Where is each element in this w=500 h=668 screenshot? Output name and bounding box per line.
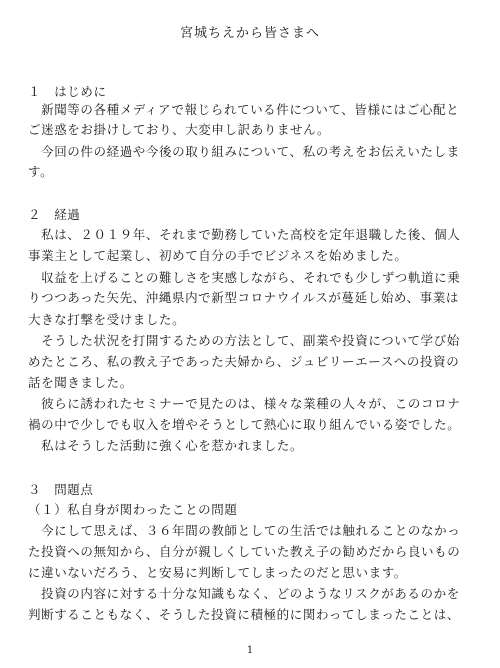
paragraph-line: ご迷惑をお掛けしており、大変申し訳ありません。 bbox=[28, 122, 331, 137]
paragraph-line: 禍の中で少しでも収入を増やそうとして熱心に取り組んでいる姿でした。 bbox=[28, 417, 461, 432]
section-heading: ３ 問題点 bbox=[28, 482, 94, 497]
document-title: 宮城ちえから皆さまへ bbox=[179, 26, 320, 41]
paragraph-line: 事業主として起業し、初めて自分の手でビジネスを始めました。 bbox=[28, 248, 408, 263]
paragraph-line: 今にして思えば、３６年間の教師としての生活では触れることのなかっ bbox=[28, 523, 461, 538]
paragraph-line: す。 bbox=[28, 164, 54, 179]
page-number: 1 bbox=[246, 645, 254, 656]
paragraph-line: 私はそうした活動に強く心を惹かれました。 bbox=[28, 438, 304, 453]
paragraph-line: 大きな打撃を受けました。 bbox=[28, 312, 186, 327]
paragraph-line: 話を聞きました。 bbox=[28, 375, 133, 390]
paragraph-line: 判断することもなく、そうした投資に積極的に関わってしまったことは、 bbox=[28, 607, 460, 622]
section-heading: ２ 経過 bbox=[28, 207, 81, 222]
paragraph-line: そうした状況を打開するための方法として、副業や投資について学び始 bbox=[28, 333, 460, 348]
paragraph-line: た投資への無知から、自分が親しくしていた教え子の勧めだから良いもの bbox=[28, 544, 461, 559]
paragraph-line: 投資の内容に対する十分な知識もなく、どのようなリスクがあるのかを bbox=[28, 586, 460, 601]
paragraph-line: めたところ、私の教え子であった夫婦から、ジュビリーエースへの投資の bbox=[28, 354, 460, 369]
paragraph-line: りつつあった矢先、沖縄県内で新型コロナウイルスが蔓延し始め、事業は bbox=[28, 290, 459, 305]
paragraph-line: に違いないだろう、と安易に判断してしまったのだと思います。 bbox=[28, 565, 407, 580]
paragraph-line: 収益を上げることの難しさを実感しながら、それでも少しずつ軌道に乗 bbox=[28, 270, 461, 285]
paragraph-line: 彼らに誘われたセミナーで見たのは、様々な業種の人々が、このコロナ bbox=[28, 396, 461, 411]
paragraph-line: 私は、２０１９年、それまで勤務していた高校を定年退職した後、個人 bbox=[28, 227, 461, 242]
subsection-heading: （１）私自身が関わったことの問題 bbox=[28, 502, 238, 517]
paragraph-line: 新聞等の各種メディアで報じられている件について、皆様にはご心配と bbox=[28, 102, 460, 117]
section-heading: １ はじめに bbox=[28, 84, 107, 99]
paragraph-line: 今回の件の経過や今後の取り組みについて、私の考えをお伝えいたしま bbox=[28, 144, 460, 159]
